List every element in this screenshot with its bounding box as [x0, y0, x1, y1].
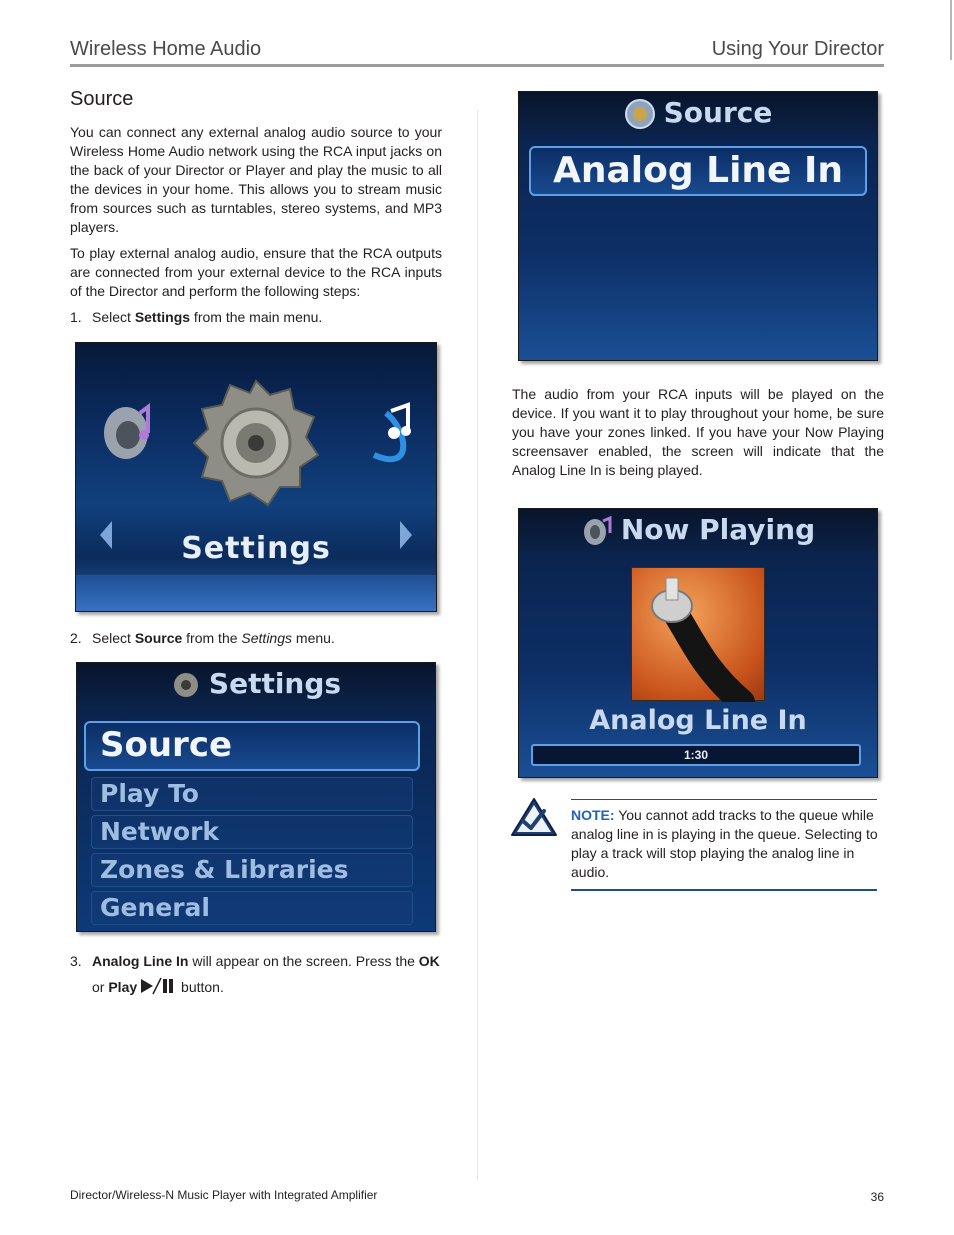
music-speaker-icon: [581, 515, 613, 547]
step-emphasis: Play: [108, 979, 138, 995]
settings-menu-item: Network: [91, 815, 413, 849]
music-speaker-icon: [104, 407, 149, 459]
step-text: from the: [182, 630, 242, 646]
step-text: from the main menu.: [190, 309, 323, 325]
source-screen-title: [519, 96, 877, 130]
step-number: 1.: [70, 309, 82, 325]
footer-product-name: Director/Wireless-N Music Player with Integrated Amplifier: [70, 1188, 378, 1202]
header-chapter-title: Using Your Director: [711, 38, 884, 60]
rca-playback-paragraph: The audio from your RCA inputs will be played on the device. If you want it to play throughout your home, be sure you have your zones linked. If you have your Now Playing screensaver enabled, the screen will indicate that the Analog Line In is being played.: [512, 386, 884, 478]
note-rule-top: [571, 799, 877, 800]
source-option-selected: Analog Line In: [529, 146, 867, 196]
playback-progress-bar: [531, 744, 861, 766]
step-emphasis: Analog Line In: [92, 953, 189, 969]
note-body: You cannot add tracks to the queue while analog line in is playing in the queue. Selecting to play a track will stop playing the analog line in audio.: [571, 807, 878, 880]
settings-menu-item-selected: Source: [84, 721, 420, 771]
settings-gear-icon: [194, 381, 318, 505]
settings-menu-item: Play To: [91, 777, 413, 811]
column-divider: [477, 110, 478, 1180]
rca-plug-icon: [632, 568, 766, 702]
source-title-text: Source: [663, 96, 773, 129]
album-art: [631, 567, 765, 701]
step-text: or: [92, 979, 109, 995]
screenshot-now-playing: [518, 508, 878, 778]
now-playing-track: Analog Line In: [589, 705, 807, 736]
step-emphasis: Source: [134, 630, 183, 646]
step-number: 3.: [70, 953, 82, 969]
intro-paragraph: You can connect any external analog audio source to your Wireless Home Audio network using the RCA input jacks on the back of your Director or Player and play the music to all the devices in your home. This allows you to stream music from sources such as turntables, stereo systems, and MP3 players.: [70, 124, 442, 235]
main-menu-bottom-band: [76, 575, 436, 612]
main-menu-artwork: [76, 343, 437, 612]
checkmark-note-icon: [510, 797, 558, 837]
note-rule-bottom: [571, 889, 877, 891]
note-text: [571, 806, 881, 882]
step-text: button.: [177, 979, 224, 995]
page-number: 36: [870, 1190, 884, 1204]
settings-screen-title: [77, 667, 435, 700]
music-note-icon: [374, 405, 411, 459]
screenshot-source-menu: [518, 91, 878, 361]
step-emphasis: Settings: [134, 309, 191, 325]
play-pause-icon: [139, 977, 175, 995]
now-playing-title-text: Now Playing: [620, 513, 816, 546]
step-text: will appear on the screen. Press the: [188, 953, 419, 969]
screenshot-main-menu: [75, 342, 437, 612]
note-label: NOTE:: [571, 807, 615, 823]
step-text: Select: [92, 630, 135, 646]
step-text: Select: [92, 309, 135, 325]
header-rule: [70, 64, 884, 67]
steps-intro-paragraph: To play external analog audio, ensure that the RCA outputs are connected from your external device to the RCA inputs of the Director and perform the following steps:: [70, 245, 442, 299]
settings-title-text: Settings: [208, 667, 342, 700]
gear-icon: [171, 670, 201, 700]
step-text: menu.: [292, 630, 335, 646]
playback-time: 1:30: [683, 748, 709, 762]
step-emphasis: OK: [418, 953, 440, 969]
screenshot-settings-menu: [76, 662, 436, 932]
settings-menu-item: General: [91, 891, 413, 925]
step-italic: Settings: [241, 630, 293, 646]
step-1: [70, 308, 442, 327]
step-3: [70, 948, 450, 1000]
step-number: 2.: [70, 630, 82, 646]
section-title: Source: [70, 88, 134, 110]
main-menu-label: Settings: [181, 531, 331, 566]
source-knob-icon: [624, 98, 656, 130]
step-2: [70, 629, 442, 648]
page-edge-line: [950, 0, 952, 60]
settings-menu-item: Zones & Libraries: [91, 853, 413, 887]
now-playing-title: [519, 513, 877, 547]
header-product-name: Wireless Home Audio: [70, 38, 262, 60]
